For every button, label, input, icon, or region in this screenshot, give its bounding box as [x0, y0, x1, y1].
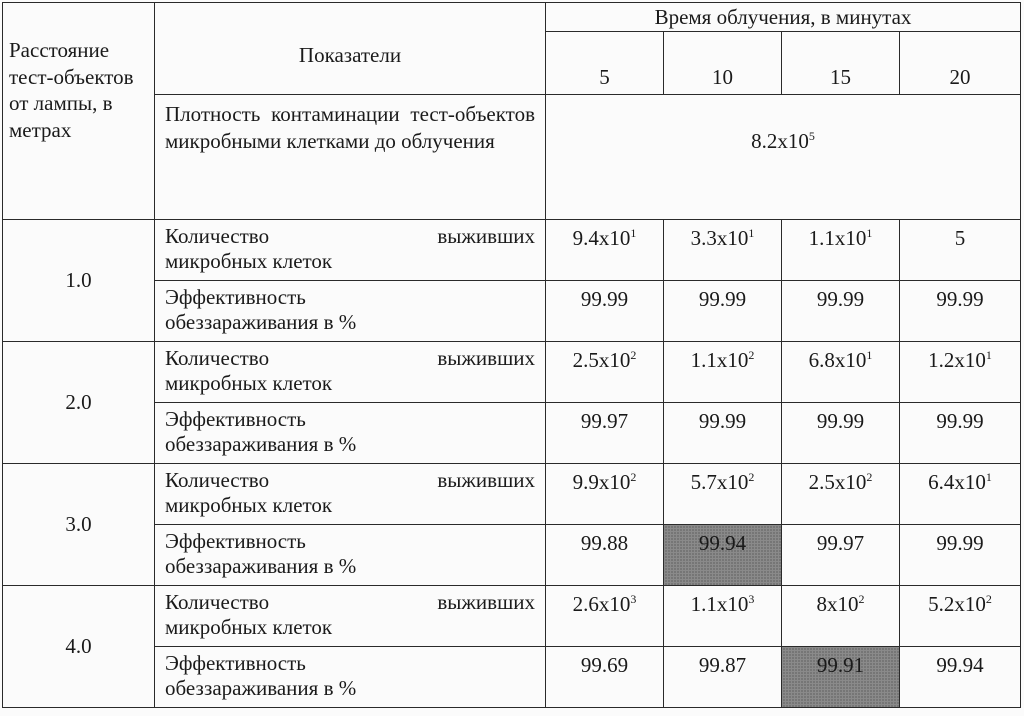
- survivors-label-word2: выживших: [437, 224, 535, 248]
- survivors-exp: 3: [748, 592, 755, 606]
- efficiency-label-line2: обеззараживания в %: [165, 676, 357, 701]
- efficiency-label-line1: Эффективность: [165, 529, 306, 553]
- efficiency-cell: 99.97: [782, 525, 900, 586]
- survivors-cell: [664, 342, 782, 403]
- efficiency-label-line2: обеззараживания в %: [165, 554, 357, 579]
- survivors-base: 2.6x10: [572, 592, 631, 616]
- survivors-label-line2: микробных клеток: [165, 615, 333, 640]
- distance-value: 1.0: [3, 220, 155, 342]
- efficiency-cell: 99.88: [546, 525, 664, 586]
- survivors-base: 9.9x10: [572, 470, 631, 494]
- survivors-row: [3, 220, 1021, 281]
- survivors-base: 5: [954, 226, 966, 250]
- efficiency-label-line1: Эффективность: [165, 285, 306, 309]
- efficiency-label: [155, 525, 546, 586]
- survivors-cell: [546, 342, 664, 403]
- survivors-base: 9.4x10: [572, 226, 631, 250]
- survivors-exp: 2: [630, 348, 637, 362]
- efficiency-label: [155, 647, 546, 708]
- survivors-cell: [900, 220, 1021, 281]
- efficiency-label: [155, 281, 546, 342]
- survivors-label-word1: Количество: [165, 346, 270, 370]
- efficiency-cell: 99.69: [546, 647, 664, 708]
- survivors-exp: 2: [630, 470, 637, 484]
- survivors-label-line2: микробных клеток: [165, 371, 333, 396]
- efficiency-label-line2: обеззараживания в %: [165, 432, 357, 457]
- survivors-base: 6.8x10: [808, 348, 867, 372]
- density-value-base: 8.2x10: [751, 129, 809, 154]
- efficiency-cell-highlighted: 99.94: [664, 525, 782, 586]
- survivors-base: 3.3x10: [690, 226, 749, 250]
- survivors-exp: 2: [748, 470, 755, 484]
- efficiency-cell: 99.99: [664, 403, 782, 464]
- efficiency-row: [3, 525, 1021, 586]
- survivors-label: [155, 220, 546, 281]
- time-header: Время облучения, в минутах: [546, 3, 1021, 32]
- survivors-label-line2: микробных клеток: [165, 493, 333, 518]
- survivors-base: 6.4x10: [928, 470, 986, 494]
- efficiency-row: [3, 281, 1021, 342]
- survivors-base: 1.1x10: [690, 348, 749, 372]
- density-value: [546, 95, 1021, 220]
- efficiency-cell: 99.99: [782, 281, 900, 342]
- survivors-base: 5.7x10: [690, 470, 749, 494]
- survivors-exp: 1: [748, 226, 755, 240]
- survivors-exp: 2: [866, 470, 873, 484]
- efficiency-label-line2: обеззараживания в %: [165, 310, 357, 335]
- survivors-exp: 2: [748, 348, 755, 362]
- survivors-base: 2.5x10: [808, 470, 867, 494]
- survivors-row: [3, 342, 1021, 403]
- survivors-label: [155, 586, 546, 647]
- density-row: [3, 95, 1021, 220]
- efficiency-cell: 99.99: [900, 281, 1021, 342]
- survivors-label-line2: микробных клеток: [165, 249, 333, 274]
- survivors-base: 2.5x10: [572, 348, 631, 372]
- survivors-label-word2: выживших: [437, 468, 535, 492]
- distance-value: 2.0: [3, 342, 155, 464]
- efficiency-cell: 99.94: [900, 647, 1021, 708]
- survivors-exp: 1: [985, 470, 992, 484]
- survivors-cell: [664, 220, 782, 281]
- efficiency-cell: 99.99: [664, 281, 782, 342]
- survivors-exp: 1: [985, 348, 992, 362]
- survivors-base: 8x10: [816, 592, 859, 616]
- survivors-exp: 1: [866, 348, 873, 362]
- efficiency-cell: 99.97: [546, 403, 664, 464]
- survivors-cell: [782, 464, 900, 525]
- density-label: Плотность контаминации тест-объектов микробными клетками до облучения: [155, 95, 546, 220]
- distance-header: Расстояние тест-объектов от лампы, в метрах: [3, 3, 155, 220]
- survivors-exp: 2: [985, 592, 992, 606]
- survivors-base: 1.1x10: [690, 592, 749, 616]
- results-table: [2, 2, 1021, 708]
- survivors-exp: 1: [866, 226, 873, 240]
- survivors-label-word1: Количество: [165, 224, 270, 248]
- survivors-label: [155, 464, 546, 525]
- survivors-cell: [546, 220, 664, 281]
- survivors-base: 1.1x10: [808, 226, 867, 250]
- indicator-header: Показатели: [155, 3, 546, 95]
- time-20: 20: [900, 32, 1021, 95]
- survivors-cell: [664, 586, 782, 647]
- survivors-cell: [900, 464, 1021, 525]
- survivors-label-word2: выживших: [437, 346, 535, 370]
- header-row-1: [3, 3, 1021, 32]
- survivors-cell: [546, 464, 664, 525]
- density-value-exp: 5: [808, 129, 815, 144]
- efficiency-row: [3, 403, 1021, 464]
- efficiency-cell: 99.99: [900, 403, 1021, 464]
- survivors-exp: 2: [858, 592, 865, 606]
- survivors-cell: [546, 586, 664, 647]
- survivors-row: [3, 586, 1021, 647]
- survivors-cell: [664, 464, 782, 525]
- efficiency-label-line1: Эффективность: [165, 407, 306, 431]
- survivors-base: 1.2x10: [928, 348, 986, 372]
- efficiency-cell: 99.99: [546, 281, 664, 342]
- survivors-row: [3, 464, 1021, 525]
- survivors-cell: [782, 342, 900, 403]
- survivors-label-word1: Количество: [165, 468, 270, 492]
- survivors-base: 5.2x10: [928, 592, 986, 616]
- survivors-exp: 3: [630, 592, 637, 606]
- distance-value: 4.0: [3, 586, 155, 708]
- efficiency-cell: 99.99: [782, 403, 900, 464]
- distance-value: 3.0: [3, 464, 155, 586]
- survivors-cell: [782, 586, 900, 647]
- efficiency-cell: 99.99: [900, 525, 1021, 586]
- survivors-label-word1: Количество: [165, 590, 270, 614]
- efficiency-cell: 99.87: [664, 647, 782, 708]
- survivors-label-word2: выживших: [437, 590, 535, 614]
- survivors-label: [155, 342, 546, 403]
- efficiency-label-line1: Эффективность: [165, 651, 306, 675]
- time-15: 15: [782, 32, 900, 95]
- survivors-cell: [900, 586, 1021, 647]
- efficiency-label: [155, 403, 546, 464]
- time-10: 10: [664, 32, 782, 95]
- survivors-cell: [782, 220, 900, 281]
- efficiency-row: [3, 647, 1021, 708]
- groups-body: [3, 220, 1021, 708]
- efficiency-cell-highlighted: 99.91: [782, 647, 900, 708]
- survivors-exp: 1: [630, 226, 637, 240]
- time-5: 5: [546, 32, 664, 95]
- survivors-cell: [900, 342, 1021, 403]
